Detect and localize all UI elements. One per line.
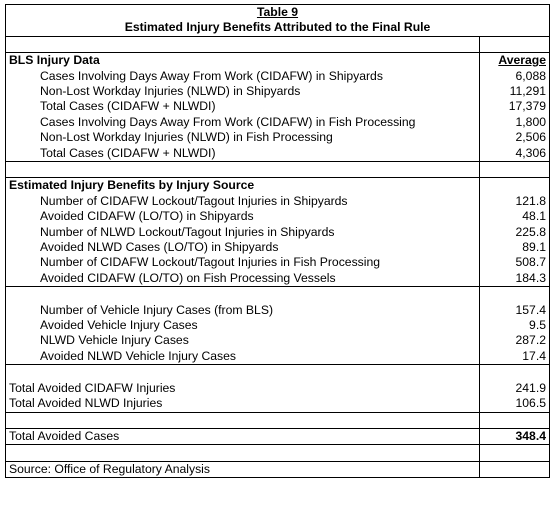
- table-row: [6, 115, 550, 130]
- table-number: Table 9: [6, 5, 550, 21]
- row-label: Number of CIDAFW Lockout/Tagout Injuries in Fish Processing: [6, 255, 480, 270]
- table-row: [6, 303, 550, 318]
- row-value: 17,379: [480, 99, 550, 114]
- row-label: Avoided CIDAFW (LO/TO) in Shipyards: [6, 209, 480, 224]
- row-value: 1,800: [480, 115, 550, 130]
- row-value: 508.7: [480, 255, 550, 270]
- table-row: [6, 209, 550, 224]
- table-row: [6, 194, 550, 209]
- table-row: [6, 333, 550, 348]
- grand-total-label: Total Avoided Cases: [6, 428, 480, 444]
- row-value: 6,088: [480, 69, 550, 84]
- row-label: Number of Vehicle Injury Cases (from BLS): [6, 303, 480, 318]
- injury-benefits-table: [5, 4, 550, 478]
- table-row: [6, 69, 550, 84]
- row-value: 9.5: [480, 318, 550, 333]
- table-row: [6, 84, 550, 99]
- row-value: 184.3: [480, 271, 550, 287]
- table-row: [6, 130, 550, 145]
- row-value: 48.1: [480, 209, 550, 224]
- row-label: Total Avoided NLWD Injuries: [6, 396, 480, 412]
- row-label: NLWD Vehicle Injury Cases: [6, 333, 480, 348]
- column-header-average: Average: [480, 53, 550, 69]
- table-row: [6, 349, 550, 365]
- table-row: [6, 99, 550, 114]
- row-value: 225.8: [480, 225, 550, 240]
- table-row: [6, 240, 550, 255]
- table-row: [6, 396, 550, 412]
- row-label: Avoided NLWD Cases (LO/TO) in Shipyards: [6, 240, 480, 255]
- row-label: Avoided CIDAFW (LO/TO) on Fish Processing Vessels: [6, 271, 480, 287]
- row-value: 11,291: [480, 84, 550, 99]
- row-label: Number of CIDAFW Lockout/Tagout Injuries in Shipyards: [6, 194, 480, 209]
- section-header-bls: BLS Injury Data: [6, 53, 480, 69]
- grand-total-value: 348.4: [480, 428, 550, 444]
- row-label: Avoided NLWD Vehicle Injury Cases: [6, 349, 480, 365]
- table-row: [6, 255, 550, 270]
- table-row: [6, 271, 550, 287]
- table-row: [6, 225, 550, 240]
- row-value: 287.2: [480, 333, 550, 348]
- row-label: Total Cases (CIDAFW + NLWDI): [6, 146, 480, 162]
- table-row: [6, 146, 550, 162]
- row-value: 157.4: [480, 303, 550, 318]
- row-label: Cases Involving Days Away From Work (CIDAFW) in Fish Processing: [6, 115, 480, 130]
- row-label: Non-Lost Workday Injuries (NLWD) in Fish Processing: [6, 130, 480, 145]
- source-note: Source: Office of Regulatory Analysis: [6, 461, 480, 477]
- row-value: 106.5: [480, 396, 550, 412]
- row-label: Number of NLWD Lockout/Tagout Injuries in Shipyards: [6, 225, 480, 240]
- row-value: 121.8: [480, 194, 550, 209]
- section-header-benefits: Estimated Injury Benefits by Injury Source: [6, 178, 480, 194]
- row-label: Total Cases (CIDAFW + NLWDI): [6, 99, 480, 114]
- row-value: 4,306: [480, 146, 550, 162]
- row-label: Cases Involving Days Away From Work (CIDAFW) in Shipyards: [6, 69, 480, 84]
- row-value: 241.9: [480, 381, 550, 396]
- row-value: 17.4: [480, 349, 550, 365]
- row-value: 2,506: [480, 130, 550, 145]
- row-value: 89.1: [480, 240, 550, 255]
- row-label: Total Avoided CIDAFW Injuries: [6, 381, 480, 396]
- table-title: Estimated Injury Benefits Attributed to the Final Rule: [6, 20, 550, 36]
- row-label: Non-Lost Workday Injuries (NLWD) in Shipyards: [6, 84, 480, 99]
- row-label: Avoided Vehicle Injury Cases: [6, 318, 480, 333]
- table-row: [6, 318, 550, 333]
- table-row: [6, 381, 550, 396]
